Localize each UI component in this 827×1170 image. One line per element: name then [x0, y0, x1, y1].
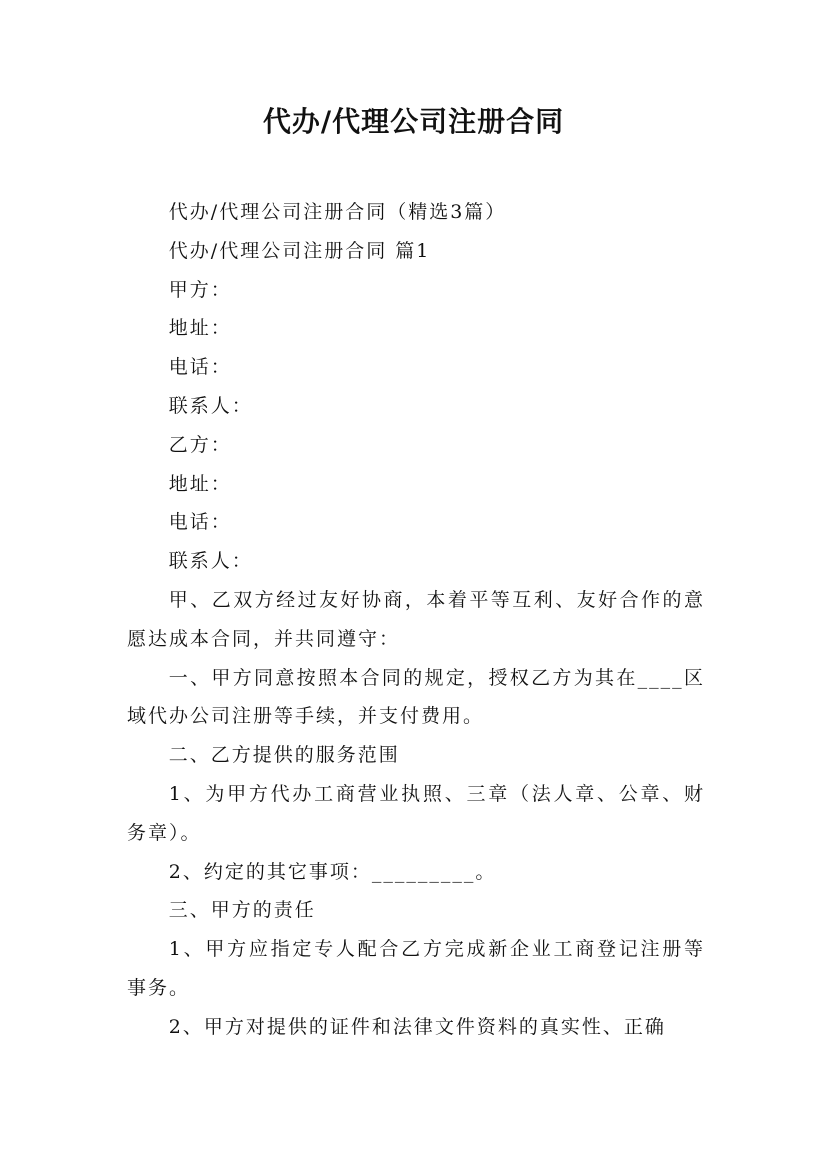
party-a-contact-label: 联系人：: [168, 394, 253, 417]
party-a-label: 甲方：: [168, 278, 232, 301]
clause-2-item-1: 1、为甲方代办工商营业执照、三章（法人章、公章、财务章）。: [127, 782, 705, 844]
clause-2-heading: 二、乙方提供的服务范围: [168, 744, 400, 767]
clause-1: 一、甲方同意按照本合同的规定，授权乙方为其在____区域代办公司注册等手续，并支付费用。: [127, 666, 705, 728]
paragraph-subtitle: 代办/代理公司注册合同（精选3篇）: [168, 201, 507, 223]
paragraph-section-heading: 代办/代理公司注册合同 篇1: [168, 239, 431, 262]
party-a-address-label: 地址：: [168, 317, 232, 340]
paragraph-preamble: 甲、乙双方经过友好协商，本着平等互利、友好合作的意愿达成本合同，并共同遵守：: [127, 588, 705, 650]
party-a-phone-label: 电话：: [168, 356, 232, 379]
clause-3-item-2: 2、甲方对提供的证件和法律文件资料的真实性、正确: [168, 1015, 666, 1038]
document-title: 代办/代理公司注册合同: [262, 105, 565, 138]
clause-2-item-2: 2、约定的其它事项：_________。: [168, 860, 497, 883]
document-body: [127, 193, 705, 1047]
party-b-address-label: 地址：: [168, 472, 232, 495]
party-b-contact-label: 联系人：: [168, 550, 253, 573]
clause-3-item-1: 1、甲方应指定专人配合乙方完成新企业工商登记注册等事务。: [127, 938, 705, 999]
clause-3-heading: 三、甲方的责任: [168, 899, 316, 922]
party-b-label: 乙方：: [168, 433, 232, 456]
party-b-phone-label: 电话：: [168, 511, 232, 534]
